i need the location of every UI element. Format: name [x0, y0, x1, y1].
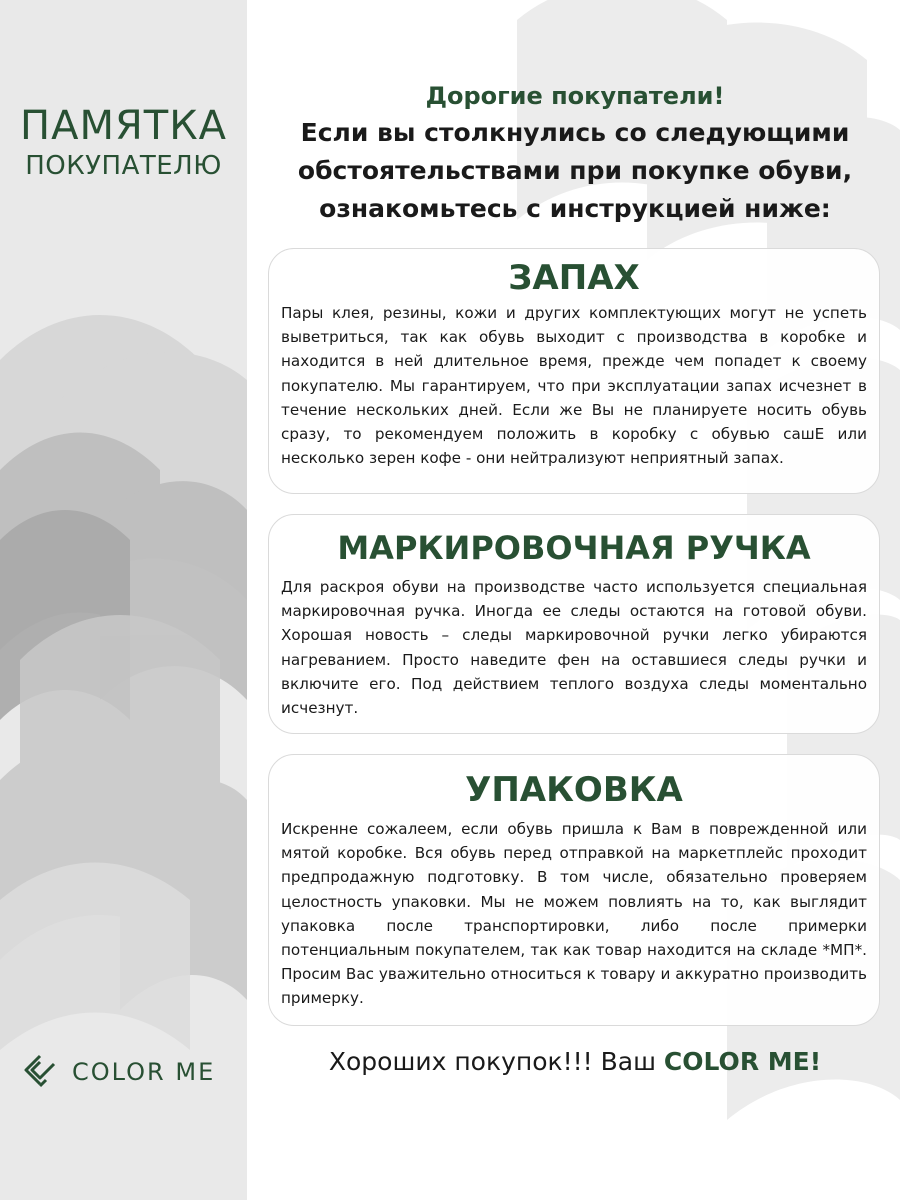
memo-title: [0, 103, 247, 183]
section-title: ЗАПАХ: [508, 258, 640, 298]
sidebar: [0, 0, 247, 1200]
intro-line-3: ознакомьтесь с инструкцией ниже:: [319, 194, 831, 223]
section-text: Искренне сожалеем, если обувь пришла к Вам в поврежденной или мятой коробке. Вся обувь перед отправкой на маркетплейс проходит предпродажную подготовку. В том числе, обязательно проверяем целостность упаковки. Мы не можем повлиять на то, как выглядит упаковка после транспортировки, либо после примерки потенциальным покупателем, так как товар находится на складе *МП*. Просим Вас уважительно относиться к товару и аккуратно производить примерку.: [281, 820, 867, 1008]
closing-brand: COLOR ME!: [663, 1047, 822, 1076]
intro: [260, 78, 890, 228]
section-title: УПАКОВКА: [465, 770, 683, 810]
brand-logo: [20, 1050, 215, 1094]
memo-title-line1: ПАМЯТКА: [20, 103, 227, 149]
closing-line: [260, 1042, 890, 1082]
greeting: Дорогие покупатели!: [425, 82, 725, 110]
intro-line-2: обстоятельствами при покупке обуви,: [297, 156, 853, 185]
section-card-marker: [268, 514, 880, 734]
section-text: Для раскроя обуви на производстве часто используется специальная маркировочная ручка. Иногда ее следы остаются на готовой обуви. Хорошая новость – следы маркировочной ручки легко убираются нагреванием. Просто наведите фен на оставшиеся следы ручки и включите его. Под действием теплого воздуха следы моментально исчезнут.: [281, 578, 867, 718]
section-text: Пары клея, резины, кожи и других комплектующих могут не успеть выветриться, так как обувь выходит с производства в коробке и находится в ней длительное время, прежде чем попадет к своему покупателю. Мы гарантируем, что при эксплуатации запах исчезнет в течение нескольких дней. Если же Вы не планируете носить обувь сразу, то рекомендуем положить в коробку с обувью сашЕ или несколько зерен кофе - они нейтрализуют неприятный запах.: [281, 304, 867, 468]
section-title: МАРКИРОВОЧНАЯ РУЧКА: [337, 529, 811, 567]
intro-line-1: Если вы столкнулись со следующими: [300, 118, 850, 147]
color-me-logo-icon: [20, 1052, 60, 1092]
closing-text: Хороших покупок!!! Ваш: [328, 1047, 664, 1076]
brand-name: COLOR ME: [72, 1058, 216, 1086]
section-card-smell: [268, 248, 880, 494]
section-card-packaging: [268, 754, 880, 1026]
memo-title-line2: ПОКУПАТЕЛЮ: [25, 151, 222, 181]
